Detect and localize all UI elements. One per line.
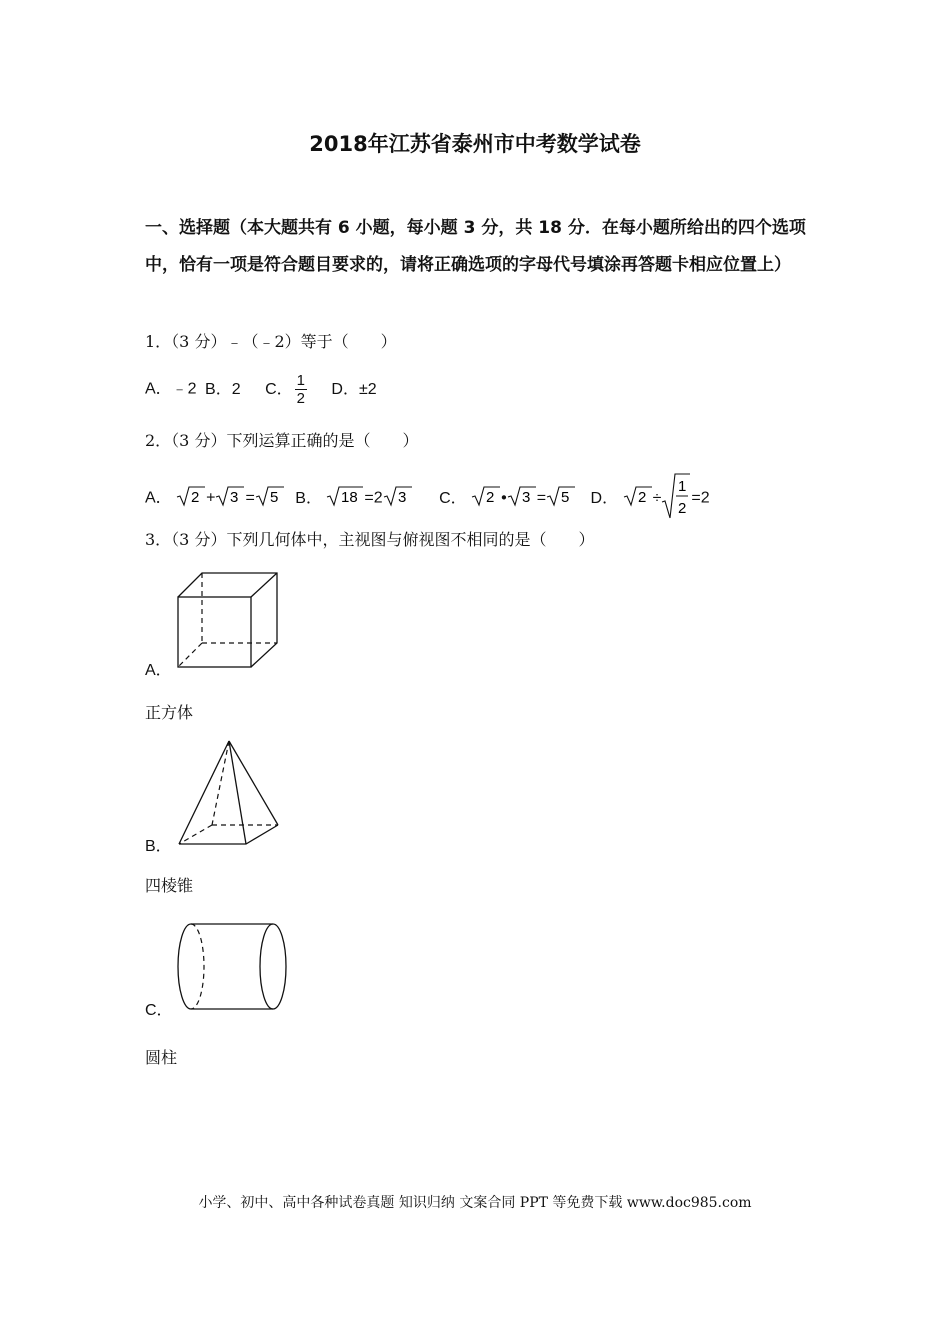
dot-sign: • <box>501 489 507 507</box>
svg-text:3: 3 <box>521 489 531 506</box>
sqrt-3-b <box>383 485 413 512</box>
q3-option-c-caption: 圆柱 <box>145 1048 178 1067</box>
q1-option-a: A．﹣2 <box>145 380 197 398</box>
page-title: 2018年江苏省泰州市中考数学试卷 <box>309 132 641 156</box>
cube-figure <box>175 570 281 670</box>
svg-text:1: 1 <box>678 478 687 495</box>
q1-option-c-fraction: $\frac{1}{2}$ <box>296 372 305 407</box>
svg-text:3: 3 <box>397 489 407 506</box>
pyramid-figure <box>176 738 282 848</box>
svg-text:5: 5 <box>269 489 279 506</box>
sqrt-5-a <box>255 485 285 512</box>
svg-text:3: 3 <box>230 489 239 506</box>
question-1-options <box>145 372 377 407</box>
sqrt-2-c <box>471 485 501 512</box>
sqrt-2-d <box>623 485 653 512</box>
q1-option-b: B．2 <box>205 380 241 398</box>
svg-text:2: 2 <box>678 500 687 517</box>
svg-text:2: 2 <box>191 489 200 506</box>
plus-sign: + <box>206 489 216 507</box>
equals-sign: = <box>364 489 374 507</box>
q1-option-d: D．±2 <box>331 380 377 398</box>
divide-sign: ÷ <box>652 489 662 507</box>
equals-sign: = <box>691 489 701 507</box>
svg-text:18: 18 <box>341 489 359 506</box>
q3-option-a-caption: 正方体 <box>145 703 194 722</box>
result-2: 2 <box>700 489 710 507</box>
equals-sign: = <box>245 489 255 507</box>
q2-option-d-label: D． <box>590 489 619 507</box>
q3-option-a-label: A． <box>145 662 172 679</box>
sqrt-3-a <box>215 485 245 512</box>
svg-text:2: 2 <box>637 489 646 506</box>
q3-option-b-caption: 四棱锥 <box>145 876 194 895</box>
q2-option-a-label: A． <box>145 489 172 507</box>
q3-option-b-label: B． <box>145 838 172 855</box>
q2-option-b-label: B． <box>295 489 322 507</box>
question-2-stem: 2．（3 分）下列运算正确的是（ ） <box>145 431 419 450</box>
sqrt-2-a <box>176 485 206 512</box>
q3-option-c-label: C． <box>145 1002 173 1019</box>
q1-option-c-label: C． <box>265 380 293 398</box>
page-footer: 小学、初中、高中各种试卷真题 知识归纳 文案合同 PPT 等免费下载 www.doc985.com <box>198 1195 752 1211</box>
coefficient-2: 2 <box>373 489 383 507</box>
question-3-stem: 3．（3 分）下列几何体中，主视图与俯视图不相同的是（ ） <box>145 530 595 549</box>
section-heading: 一、选择题（本大题共有 6 小题，每小题 3 分，共 18 分．在每小题所给出的四个选项中，恰有一项是符合题目要求的，请将正确选项的字母代号填涂再答题卡相应位置上） <box>145 218 806 275</box>
equals-sign: = <box>536 489 547 507</box>
sqrt-3-c <box>507 485 537 512</box>
sqrt-18-b <box>326 485 364 512</box>
sqrt-half-d <box>661 472 691 525</box>
question-2-options <box>145 472 710 525</box>
sqrt-5-c <box>546 485 576 512</box>
question-1-stem: 1．（3 分）﹣（﹣2）等于（ ） <box>145 332 397 351</box>
cylinder-figure <box>175 920 291 1014</box>
svg-text:2: 2 <box>486 489 495 506</box>
q2-option-c-label: C． <box>439 489 467 507</box>
svg-text:5: 5 <box>561 489 570 506</box>
